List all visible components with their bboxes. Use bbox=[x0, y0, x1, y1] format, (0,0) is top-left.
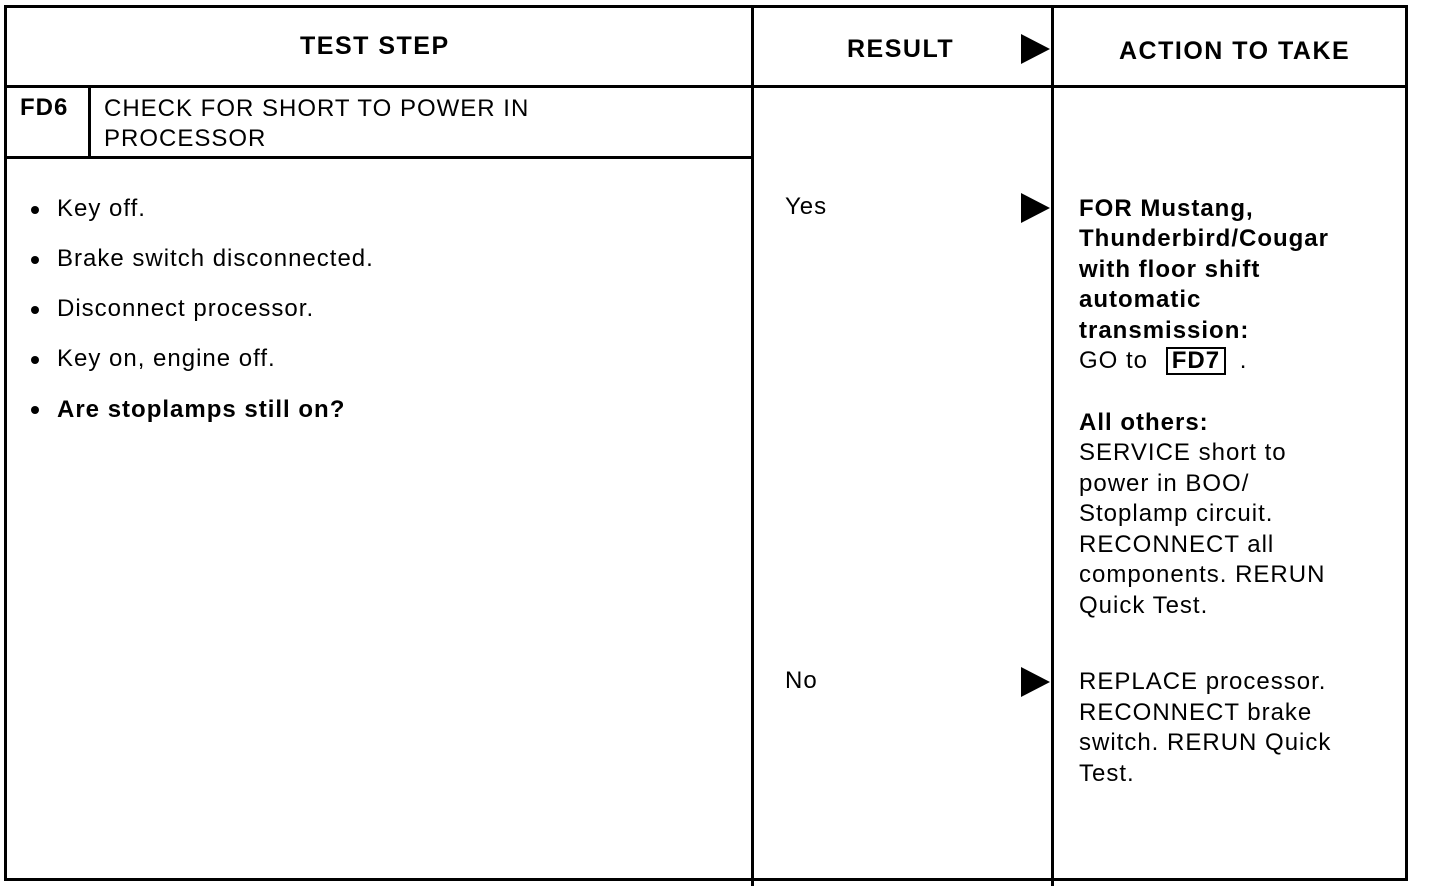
action-yes-heading-line: FOR Mustang, bbox=[1079, 195, 1254, 222]
step-title-line-1: CHECK FOR SHORT TO POWER IN bbox=[104, 95, 530, 122]
action-no-line: RECONNECT brake bbox=[1079, 699, 1313, 726]
instruction-item: Disconnect processor. bbox=[57, 295, 315, 322]
result-no: No bbox=[785, 667, 818, 694]
action-yes-heading-line: Thunderbird/Cougar bbox=[1079, 225, 1329, 252]
go-to-prefix: GO to bbox=[1079, 347, 1149, 374]
instruction-item: Brake switch disconnected. bbox=[57, 245, 374, 272]
action-no-line: Test. bbox=[1079, 760, 1135, 787]
action-all-others-heading: All others: bbox=[1079, 409, 1209, 436]
bullet-icon bbox=[31, 206, 39, 214]
bullet-icon bbox=[31, 406, 39, 414]
action-all-others-line: Stoplamp circuit. bbox=[1079, 500, 1274, 527]
action-all-others-line: SERVICE short to bbox=[1079, 439, 1287, 466]
step-id-divider bbox=[88, 85, 91, 158]
bullet-icon bbox=[31, 256, 39, 264]
instruction-question: Are stoplamps still on? bbox=[57, 396, 346, 423]
action-yes-heading-line: automatic bbox=[1079, 286, 1202, 313]
step-title-divider bbox=[4, 156, 754, 159]
step-reference-fd7[interactable]: FD7 bbox=[1166, 347, 1226, 375]
action-all-others-line: components. RERUN bbox=[1079, 561, 1326, 588]
action-yes-heading-line: transmission: bbox=[1079, 317, 1250, 344]
bullet-icon bbox=[31, 306, 39, 314]
column-divider-action bbox=[1051, 5, 1054, 886]
action-all-others-line: Quick Test. bbox=[1079, 592, 1209, 619]
yes-arrow-icon bbox=[1021, 193, 1050, 223]
header-result: RESULT bbox=[847, 35, 955, 63]
header-test-step: TEST STEP bbox=[300, 32, 450, 60]
column-divider-result bbox=[751, 5, 754, 886]
go-to-suffix: . bbox=[1239, 347, 1248, 374]
action-yes-heading-line: with floor shift bbox=[1079, 256, 1261, 283]
action-no-line: REPLACE processor. bbox=[1079, 668, 1327, 695]
instruction-item: Key on, engine off. bbox=[57, 345, 276, 372]
header-action-to-take: ACTION TO TAKE bbox=[1119, 37, 1351, 65]
header-divider bbox=[4, 85, 1408, 88]
step-title-line-2: PROCESSOR bbox=[104, 125, 267, 152]
step-id: FD6 bbox=[20, 94, 69, 121]
bullet-icon bbox=[31, 356, 39, 364]
instruction-item: Key off. bbox=[57, 195, 146, 222]
action-all-others-line: power in BOO/ bbox=[1079, 470, 1250, 497]
action-no-line: switch. RERUN Quick bbox=[1079, 729, 1332, 756]
action-all-others-line: RECONNECT all bbox=[1079, 531, 1275, 558]
header-arrow-icon bbox=[1021, 34, 1050, 64]
result-yes: Yes bbox=[785, 193, 828, 220]
go-to-line bbox=[1079, 346, 1247, 377]
no-arrow-icon bbox=[1021, 667, 1050, 697]
